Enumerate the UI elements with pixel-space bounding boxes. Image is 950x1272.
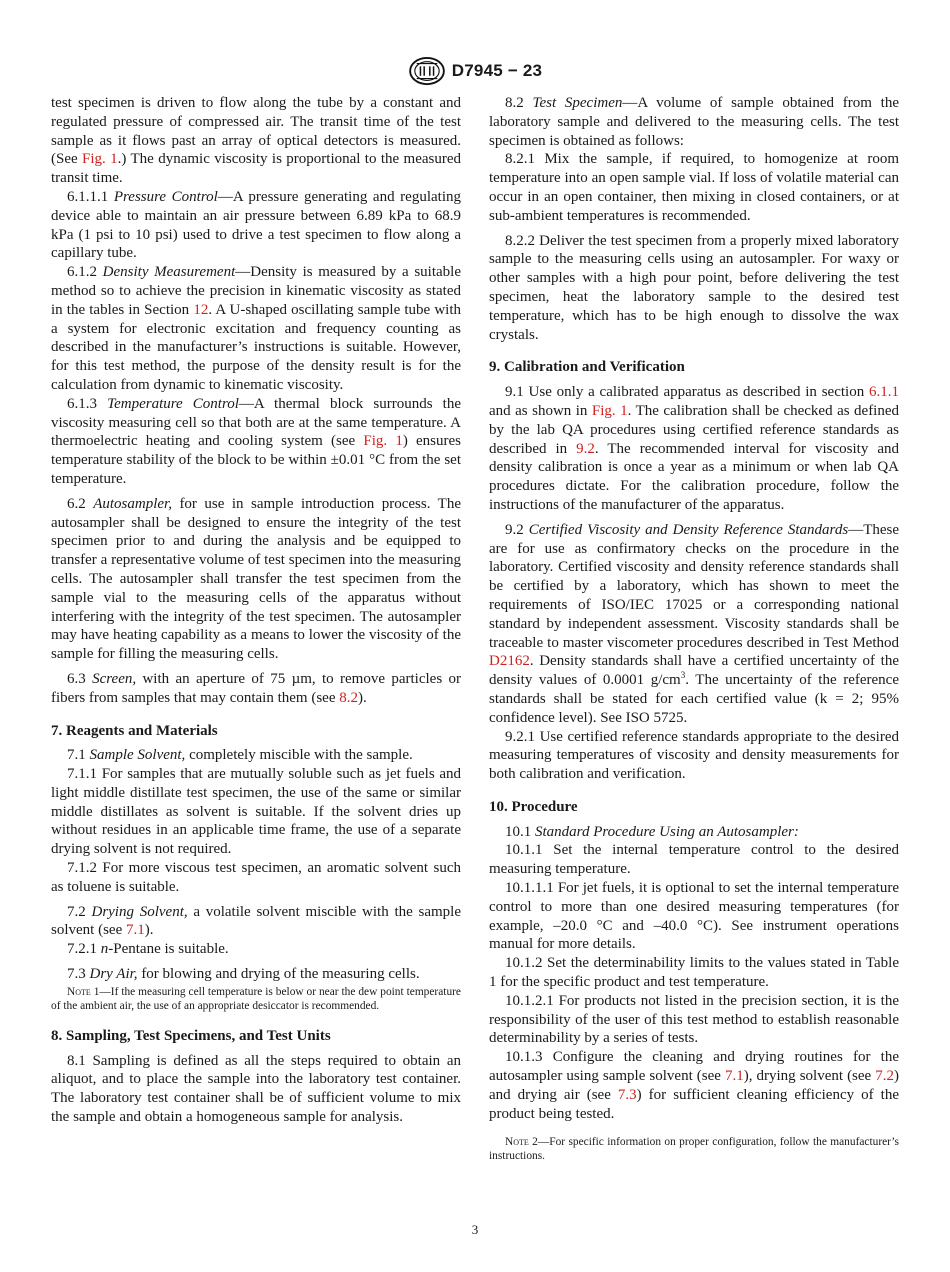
paragraph-9-2-1: 9.2.1 Use certified reference standards appropriate to the desired measuring temperatures of viscosity and density measurements for both calibration and verification. — [489, 728, 899, 783]
paragraph-7-2: 7.2 Drying Solvent, a volatile solvent miscible with the sample solvent (see 7.1). — [51, 903, 461, 939]
paragraph-6-1-2: 6.1.2 Density Measurement—Density is measured by a suitable method so to achieve the precision in kinematic viscosity as stated in the tables in Section 12. A U-shaped oscillating sample tube with a system for electronic excitation and frequency counting as described in the manufacturer’s instructions is suitable. However, for this test method, the purpose of the density result is for the calculation from dynamic to kinematic viscosity. — [51, 264, 461, 393]
section-heading-10: 10. Procedure — [489, 798, 578, 815]
paragraph-7-3: 7.3 Dry Air, for blowing and drying of the measuring cells. — [67, 966, 420, 983]
link-7-1[interactable]: 7.1 — [125, 922, 145, 939]
page-header — [0, 56, 950, 86]
link-d2162[interactable]: D2162 — [489, 653, 530, 670]
paragraph-10-1-1-1: 10.1.1.1 For jet fuels, it is optional to set the internal temperature control to more than one desired measuring temperatures (for example, –20.0 °C and –40.0 °C). See instrument operations manual for more details. — [489, 880, 899, 953]
link-9-2[interactable]: 9.2 — [576, 440, 595, 457]
paragraph-8-2-1: 8.2.1 Mix the sample, if required, to homogenize at room temperature into an open sample vial. If loss of volatile material can occur in an open container, then mixing in closed containers, or at sub-ambient temperatures is recommended. — [489, 151, 899, 224]
note-1: Note 1—If the measuring cell temperature is below or near the dew point temperature of the ambient air, the use of an appropriate desiccator is recommended. — [51, 985, 461, 1012]
paragraph-6-3: 6.3 Screen, with an aperture of 75 µm, to remove particles or fibers from samples that may contain them (see 8.2). — [51, 670, 461, 706]
paragraph-10-1: 10.1 Standard Procedure Using an Autosampler: — [505, 823, 799, 840]
link-7-2[interactable]: 7.2 — [875, 1068, 895, 1085]
paragraph-10-1-1: 10.1.1 Set the internal temperature control to the desired measuring temperature. — [489, 842, 899, 878]
paragraph-8-2-2: 8.2.2 Deliver the test specimen from a properly mixed laboratory sample to the measuring cells using an autosampler. For waxy or other samples with a high pour point, before delivering the test specimen, heat the laboratory sample to the desired test temperature, which has to be high enough to dissolve the wax crystals. — [489, 232, 899, 343]
paragraph-6-2: 6.2 Autosampler, for use in sample introduction process. The autosampler shall be designed to ensure the integrity of the test specimen prior to and during the analysis and be equipped to transfer a representative volume of test specimen into the measuring cells. The autosampler shall transfer the test specimen from the sample vial to the measuring cells of the apparatus without interfering with the integrity of the test specimen. The autosampler may have heating capability as a means to lower the viscosity of the sample for filling the measuring cells. — [51, 495, 461, 663]
paragraph-8-1: 8.1 Sampling is defined as all the steps required to obtain an aliquot, and to place the sample into the laboratory test container. The laboratory test container shall be of sufficient volume to mix the sample and obtain a homogeneous sample for analysis. — [51, 1052, 461, 1126]
link-6-1-1[interactable]: 6.1.1 — [869, 384, 899, 401]
left-column — [51, 94, 461, 1127]
link-fig-1[interactable]: Fig. 1 — [82, 151, 118, 168]
paragraph-9-1: 9.1 Use only a calibrated apparatus as described in section 6.1.1 and as shown in Fig. 1. The calibration shall be checked as defined by the lab QA procedures using certified reference standards as described in 9.2. The recommended interval for viscosity and density calibration is once a year as a minimum or when lab QA procedures dictate. For the calibration procedure, follow the instructions of the manufacturer of the apparatus. — [489, 384, 900, 513]
note-2: Note 2—For specific information on proper configuration, follow the manufacturer’s instructions. — [489, 1136, 899, 1163]
paragraph-8-2: 8.2 Test Specimen—A volume of sample obtained from the laboratory sample and delivered to the measuring cells. The test specimen is obtained as follows: — [489, 95, 900, 149]
link-fig-1[interactable]: Fig. 1 — [363, 433, 403, 450]
paragraph-7-1-2: 7.1.2 For more viscous test specimen, an aromatic solvent such as toluene is suitable. — [51, 860, 461, 895]
paragraph-10-1-2: 10.1.2 Set the determinability limits to the values stated in Table 1 for the specific product and test temperature. — [489, 955, 899, 991]
page-number: 3 — [471, 1222, 479, 1237]
section-heading-8: 8. Sampling, Test Specimens, and Test Units — [51, 1027, 331, 1044]
paragraph-9-2: 9.2 Certified Viscosity and Density Reference Standards—These are for use as confirmatory checks on the procedure in the laboratory. Certified viscosity and density reference standards shall be certified by a laboratory, which has shown to meet the requirements of ISO/IEC 17025 or a corresponding national standard by independent assessment. Viscosity standards shall be traceable to master viscometer procedures described in Test Method D2162. Density standards shall have a certified uncertainty of the density values of 0.0001 $g/cm^3$. The uncertainty of the reference standards shall be stated for each certified value (k = 2; 95% confidence level). See ISO 5725. — [489, 521, 900, 726]
paragraph-7-1-1: 7.1.1 For samples that are mutually soluble such as jet fuels and light middle distillate test specimen, the use of the same or similar middle distillates as solvent is suitable. If the solvent dries up without residues in an applicable time frame, the use of a separate drying solvent is not required. — [51, 766, 461, 858]
paragraph-10-1-2-1: 10.1.2.1 For products not listed in the precision section, it is the responsibility of the user of this test method to establish reasonable determinability by a series of tests. — [489, 992, 899, 1047]
paragraph-10-1-3: 10.1.3 Configure the cleaning and drying routines for the autosampler using sample solvent (see 7.1), drying solvent (see 7.2) and drying air (see 7.3) for sufficient cleaning efficiency of the product being tested. — [489, 1049, 900, 1122]
paragraph-7-1: 7.1 Sample Solvent, completely miscible with the sample. — [67, 747, 413, 764]
link-7-1[interactable]: 7.1 — [724, 1068, 744, 1085]
paragraph-7-2-1: 7.2.1 n-Pentane is suitable. — [67, 941, 229, 958]
link-8-2[interactable]: 8.2 — [339, 689, 358, 706]
link-section-12[interactable]: 12 — [193, 301, 209, 318]
section-heading-9: 9. Calibration and Verification — [489, 359, 685, 376]
link-fig-1[interactable]: Fig. 1 — [591, 402, 628, 419]
astm-logo-icon — [408, 56, 446, 86]
paragraph-6-1-3: 6.1.3 Temperature Control—A thermal block surrounds the viscosity measuring cell so that both are at the same temperature. A thermoelectric heating and cooling system (see Fig. 1) ensures temperature stability of the block to be within ±0.01 °C from the set temperature. — [51, 395, 462, 487]
section-heading-7: 7. Reagents and Materials — [51, 722, 218, 739]
paragraph-6-1-1-1: 6.1.1.1 Pressure Control—A pressure generating and regulating device able to maintain an air pressure between 6.89 kPa to 68.9 kPa (1 psi to 10 psi) used to drive a test specimen to flow along a capillary tube. — [51, 188, 461, 262]
standard-designation: D7945 − 23 — [451, 61, 543, 80]
link-7-3[interactable]: 7.3 — [617, 1086, 637, 1103]
right-column — [489, 94, 899, 1163]
paragraph-6-1-1-cont: test specimen is driven to flow along the tube by a constant and regulated pressure of compressed air. The transit time of the test sample as it flows past an array of optical detectors is measured. (See Fig. 1.) The dynamic viscosity is proportional to the measured transit time. — [51, 95, 462, 187]
